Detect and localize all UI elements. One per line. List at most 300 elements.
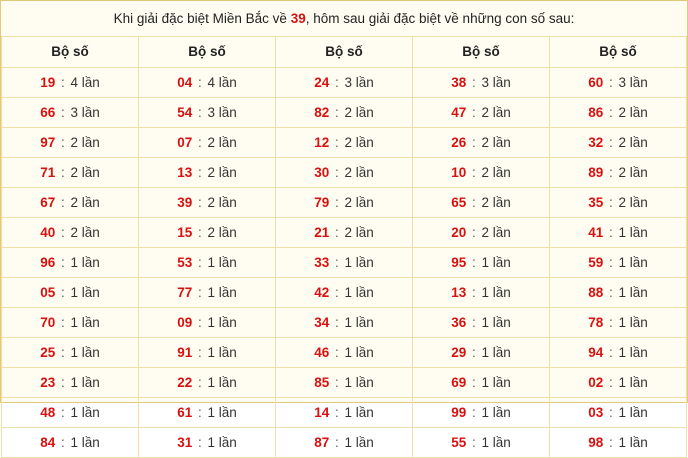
table-cell <box>276 337 413 367</box>
separator: : <box>60 194 65 210</box>
separator: : <box>60 404 65 420</box>
table-cell <box>139 67 276 97</box>
table-cell <box>276 247 413 277</box>
lottery-number: 69 <box>451 374 467 390</box>
lottery-number: 36 <box>451 314 467 330</box>
occurrence-count: 1 <box>70 314 79 330</box>
occurrence-count: 1 <box>618 314 627 330</box>
occurrence-unit: lần <box>492 134 511 150</box>
table-cell <box>2 427 139 457</box>
number-frequency-entry <box>314 405 374 420</box>
table-row <box>2 157 687 187</box>
separator: : <box>334 314 339 330</box>
separator: : <box>471 254 476 270</box>
separator: : <box>60 374 65 390</box>
lottery-number: 55 <box>451 434 467 450</box>
occurrence-count: 1 <box>207 314 216 330</box>
occurrence-unit: lần <box>218 284 237 300</box>
occurrence-count: 1 <box>70 284 79 300</box>
occurrence-unit: lần <box>629 434 648 450</box>
occurrence-count: 1 <box>70 404 79 420</box>
separator: : <box>197 284 202 300</box>
separator: : <box>608 314 613 330</box>
lottery-number: 82 <box>314 104 330 120</box>
occurrence-count: 1 <box>481 254 490 270</box>
separator: : <box>608 284 613 300</box>
occurrence-count: 2 <box>344 164 353 180</box>
occurrence-unit: lần <box>355 74 374 90</box>
lottery-number: 60 <box>588 74 604 90</box>
occurrence-count: 2 <box>70 164 79 180</box>
number-frequency-entry <box>451 225 511 240</box>
lottery-number: 54 <box>177 104 193 120</box>
occurrence-unit: lần <box>218 404 237 420</box>
table-row <box>2 67 687 97</box>
table-cell <box>276 187 413 217</box>
table-cell <box>276 157 413 187</box>
lottery-number: 13 <box>451 284 467 300</box>
table-cell <box>413 127 550 157</box>
lottery-number: 21 <box>314 224 330 240</box>
separator: : <box>60 74 65 90</box>
separator: : <box>334 404 339 420</box>
table-cell <box>550 157 687 187</box>
separator: : <box>471 284 476 300</box>
occurrence-count: 2 <box>344 104 353 120</box>
headline-prefix: Khi giải đặc biệt Miền Bắc về <box>113 11 291 26</box>
occurrence-count: 2 <box>481 194 490 210</box>
separator: : <box>334 224 339 240</box>
separator: : <box>608 194 613 210</box>
occurrence-unit: lần <box>355 404 374 420</box>
lottery-number: 87 <box>314 434 330 450</box>
number-frequency-entry <box>177 195 237 210</box>
occurrence-count: 4 <box>207 74 216 90</box>
lottery-number: 99 <box>451 404 467 420</box>
number-frequency-entry <box>177 345 237 360</box>
lottery-number: 67 <box>40 194 56 210</box>
lottery-number: 77 <box>177 284 193 300</box>
occurrence-unit: lần <box>492 344 511 360</box>
number-frequency-entry <box>40 135 100 150</box>
lottery-number: 96 <box>40 254 56 270</box>
occurrence-count: 1 <box>344 284 353 300</box>
lottery-number: 25 <box>40 344 56 360</box>
lottery-number: 42 <box>314 284 330 300</box>
table-cell <box>276 127 413 157</box>
lottery-number: 32 <box>588 134 604 150</box>
lottery-number: 24 <box>314 74 330 90</box>
separator: : <box>197 104 202 120</box>
lottery-number: 39 <box>177 194 193 210</box>
separator: : <box>471 164 476 180</box>
lottery-number: 03 <box>588 404 604 420</box>
lottery-number: 05 <box>40 284 56 300</box>
table-row <box>2 337 687 367</box>
occurrence-count: 1 <box>618 374 627 390</box>
number-frequency-entry <box>451 285 511 300</box>
number-frequency-entry <box>588 435 648 450</box>
occurrence-count: 3 <box>344 74 353 90</box>
lottery-number: 59 <box>588 254 604 270</box>
occurrence-count: 1 <box>207 284 216 300</box>
occurrence-count: 1 <box>481 374 490 390</box>
table-cell <box>413 67 550 97</box>
occurrence-unit: lần <box>218 104 237 120</box>
table-cell <box>2 367 139 397</box>
occurrence-count: 2 <box>618 104 627 120</box>
occurrence-unit: lần <box>355 314 374 330</box>
column-header: Bộ số <box>550 36 687 67</box>
table-cell <box>2 397 139 427</box>
lottery-number: 65 <box>451 194 467 210</box>
separator: : <box>608 104 613 120</box>
occurrence-count: 3 <box>481 74 490 90</box>
number-frequency-entry <box>40 105 100 120</box>
number-frequency-entry <box>314 75 374 90</box>
occurrence-count: 1 <box>618 404 627 420</box>
occurrence-count: 2 <box>481 104 490 120</box>
lottery-number: 41 <box>588 224 604 240</box>
number-frequency-entry <box>314 375 374 390</box>
lottery-number: 95 <box>451 254 467 270</box>
lottery-number: 34 <box>314 314 330 330</box>
table-row <box>2 397 687 427</box>
number-frequency-entry <box>40 255 100 270</box>
table-row <box>2 217 687 247</box>
table-cell <box>276 217 413 247</box>
occurrence-unit: lần <box>629 254 648 270</box>
occurrence-unit: lần <box>355 434 374 450</box>
occurrence-unit: lần <box>629 344 648 360</box>
separator: : <box>608 134 613 150</box>
table-cell <box>550 247 687 277</box>
separator: : <box>334 104 339 120</box>
table-cell <box>2 127 139 157</box>
number-frequency-entry <box>314 195 374 210</box>
occurrence-count: 1 <box>207 344 216 360</box>
column-header: Bộ số <box>413 36 550 67</box>
table-row <box>2 427 687 457</box>
occurrence-unit: lần <box>492 194 511 210</box>
lottery-number: 12 <box>314 134 330 150</box>
separator: : <box>60 284 65 300</box>
table-cell <box>413 97 550 127</box>
number-frequency-entry <box>451 195 511 210</box>
occurrence-unit: lần <box>492 374 511 390</box>
separator: : <box>60 434 65 450</box>
occurrence-count: 1 <box>207 254 216 270</box>
separator: : <box>60 104 65 120</box>
table-row <box>2 277 687 307</box>
lottery-number: 94 <box>588 344 604 360</box>
separator: : <box>334 344 339 360</box>
occurrence-unit: lần <box>492 404 511 420</box>
occurrence-unit: lần <box>492 314 511 330</box>
occurrence-unit: lần <box>81 104 100 120</box>
occurrence-count: 1 <box>481 434 490 450</box>
occurrence-count: 1 <box>344 344 353 360</box>
table-cell <box>2 217 139 247</box>
occurrence-unit: lần <box>218 134 237 150</box>
separator: : <box>471 344 476 360</box>
occurrence-unit: lần <box>218 74 237 90</box>
lottery-number: 09 <box>177 314 193 330</box>
occurrence-count: 1 <box>618 284 627 300</box>
lottery-number: 30 <box>314 164 330 180</box>
occurrence-count: 1 <box>618 434 627 450</box>
occurrence-unit: lần <box>81 314 100 330</box>
occurrence-unit: lần <box>629 314 648 330</box>
lottery-number: 35 <box>588 194 604 210</box>
occurrence-count: 1 <box>344 404 353 420</box>
occurrence-unit: lần <box>81 224 100 240</box>
separator: : <box>197 194 202 210</box>
occurrence-unit: lần <box>218 194 237 210</box>
occurrence-unit: lần <box>492 434 511 450</box>
number-frequency-entry <box>314 105 374 120</box>
occurrence-count: 3 <box>618 74 627 90</box>
number-frequency-entry <box>40 345 100 360</box>
occurrence-unit: lần <box>492 284 511 300</box>
table-cell <box>276 277 413 307</box>
occurrence-unit: lần <box>218 344 237 360</box>
lottery-number: 71 <box>40 164 56 180</box>
table-cell <box>550 97 687 127</box>
occurrence-count: 4 <box>70 74 79 90</box>
occurrence-count: 2 <box>70 224 79 240</box>
occurrence-count: 2 <box>618 194 627 210</box>
lottery-number: 47 <box>451 104 467 120</box>
table-cell <box>550 337 687 367</box>
separator: : <box>197 344 202 360</box>
separator: : <box>334 194 339 210</box>
table-cell <box>413 247 550 277</box>
table-cell <box>550 67 687 97</box>
occurrence-count: 1 <box>70 434 79 450</box>
occurrence-count: 2 <box>481 164 490 180</box>
lottery-number: 97 <box>40 134 56 150</box>
occurrence-count: 2 <box>344 224 353 240</box>
occurrence-unit: lần <box>629 164 648 180</box>
table-cell <box>550 217 687 247</box>
occurrence-unit: lần <box>355 134 374 150</box>
separator: : <box>608 344 613 360</box>
table-cell <box>2 277 139 307</box>
separator: : <box>197 134 202 150</box>
occurrence-unit: lần <box>218 254 237 270</box>
occurrence-unit: lần <box>81 164 100 180</box>
table-cell <box>139 127 276 157</box>
table-row <box>2 97 687 127</box>
occurrence-unit: lần <box>355 284 374 300</box>
occurrence-count: 1 <box>207 404 216 420</box>
occurrence-unit: lần <box>81 404 100 420</box>
separator: : <box>608 374 613 390</box>
occurrence-unit: lần <box>81 134 100 150</box>
table-cell <box>139 367 276 397</box>
occurrence-unit: lần <box>492 254 511 270</box>
separator: : <box>471 74 476 90</box>
separator: : <box>197 374 202 390</box>
occurrence-unit: lần <box>629 104 648 120</box>
lottery-number: 33 <box>314 254 330 270</box>
table-row <box>2 307 687 337</box>
number-frequency-entry <box>588 195 648 210</box>
lottery-number: 07 <box>177 134 193 150</box>
separator: : <box>334 284 339 300</box>
occurrence-unit: lần <box>629 374 648 390</box>
occurrence-count: 2 <box>481 224 490 240</box>
table-cell <box>139 217 276 247</box>
number-frequency-entry <box>314 285 374 300</box>
number-frequency-entry <box>40 285 100 300</box>
column-header: Bộ số <box>276 36 413 67</box>
separator: : <box>471 224 476 240</box>
separator: : <box>197 74 202 90</box>
number-frequency-entry <box>177 75 237 90</box>
number-frequency-table <box>1 36 687 458</box>
occurrence-count: 2 <box>207 134 216 150</box>
table-cell <box>276 427 413 457</box>
occurrence-unit: lần <box>81 194 100 210</box>
occurrence-count: 1 <box>344 434 353 450</box>
table-cell <box>550 307 687 337</box>
number-frequency-entry <box>451 165 511 180</box>
number-frequency-entry <box>314 165 374 180</box>
headline-number: 39 <box>290 11 306 26</box>
lottery-number: 15 <box>177 224 193 240</box>
column-header: Bộ số <box>2 36 139 67</box>
separator: : <box>197 404 202 420</box>
separator: : <box>60 164 65 180</box>
occurrence-count: 1 <box>481 314 490 330</box>
column-header: Bộ số <box>139 36 276 67</box>
separator: : <box>197 314 202 330</box>
lottery-number: 98 <box>588 434 604 450</box>
number-frequency-entry <box>40 225 100 240</box>
lottery-number: 10 <box>451 164 467 180</box>
occurrence-count: 1 <box>344 254 353 270</box>
separator: : <box>608 434 613 450</box>
occurrence-unit: lần <box>492 104 511 120</box>
occurrence-count: 1 <box>70 374 79 390</box>
occurrence-unit: lần <box>355 164 374 180</box>
occurrence-count: 2 <box>207 164 216 180</box>
number-frequency-entry <box>314 255 374 270</box>
occurrence-count: 2 <box>207 194 216 210</box>
table-cell <box>139 157 276 187</box>
lottery-number: 04 <box>177 74 193 90</box>
number-frequency-entry <box>40 195 100 210</box>
lottery-number: 84 <box>40 434 56 450</box>
number-frequency-entry <box>451 345 511 360</box>
lottery-number: 61 <box>177 404 193 420</box>
occurrence-count: 2 <box>70 194 79 210</box>
number-frequency-entry <box>40 375 100 390</box>
table-cell <box>413 277 550 307</box>
separator: : <box>334 374 339 390</box>
occurrence-unit: lần <box>355 254 374 270</box>
occurrence-count: 1 <box>344 314 353 330</box>
occurrence-unit: lần <box>81 74 100 90</box>
occurrence-unit: lần <box>492 74 511 90</box>
number-frequency-entry <box>40 75 100 90</box>
table-cell <box>2 67 139 97</box>
occurrence-unit: lần <box>355 224 374 240</box>
table-cell <box>276 397 413 427</box>
lottery-number: 31 <box>177 434 193 450</box>
table-header-row <box>2 36 687 67</box>
number-frequency-entry <box>451 255 511 270</box>
occurrence-unit: lần <box>355 344 374 360</box>
number-frequency-entry <box>177 105 237 120</box>
table-cell <box>413 307 550 337</box>
table-cell <box>139 187 276 217</box>
separator: : <box>608 164 613 180</box>
table-cell <box>413 397 550 427</box>
table-cell <box>276 367 413 397</box>
lottery-number: 40 <box>40 224 56 240</box>
lottery-number: 53 <box>177 254 193 270</box>
number-frequency-entry <box>314 435 374 450</box>
occurrence-count: 2 <box>207 224 216 240</box>
number-frequency-entry <box>177 435 237 450</box>
number-frequency-entry <box>177 375 237 390</box>
number-frequency-entry <box>451 315 511 330</box>
lottery-number: 79 <box>314 194 330 210</box>
number-frequency-entry <box>314 315 374 330</box>
number-frequency-entry <box>177 225 237 240</box>
table-cell <box>2 337 139 367</box>
number-frequency-entry <box>588 375 648 390</box>
lottery-number: 70 <box>40 314 56 330</box>
table-row <box>2 247 687 277</box>
table-cell <box>550 367 687 397</box>
separator: : <box>197 164 202 180</box>
separator: : <box>608 74 613 90</box>
table-cell <box>550 277 687 307</box>
occurrence-unit: lần <box>355 104 374 120</box>
separator: : <box>608 224 613 240</box>
separator: : <box>334 164 339 180</box>
table-cell <box>276 67 413 97</box>
table-cell <box>139 307 276 337</box>
occurrence-unit: lần <box>81 254 100 270</box>
table-row <box>2 187 687 217</box>
table-cell <box>139 97 276 127</box>
lottery-number: 02 <box>588 374 604 390</box>
number-frequency-entry <box>588 105 648 120</box>
table-cell <box>139 337 276 367</box>
table-cell <box>2 157 139 187</box>
number-frequency-entry <box>314 225 374 240</box>
occurrence-count: 2 <box>618 164 627 180</box>
occurrence-unit: lần <box>81 374 100 390</box>
separator: : <box>197 224 202 240</box>
lottery-number: 22 <box>177 374 193 390</box>
separator: : <box>197 434 202 450</box>
occurrence-count: 1 <box>70 344 79 360</box>
separator: : <box>334 74 339 90</box>
number-frequency-entry <box>451 135 511 150</box>
number-frequency-entry <box>588 315 648 330</box>
table-cell <box>550 187 687 217</box>
occurrence-count: 1 <box>481 284 490 300</box>
number-frequency-entry <box>177 315 237 330</box>
number-frequency-entry <box>588 345 648 360</box>
table-cell <box>139 397 276 427</box>
